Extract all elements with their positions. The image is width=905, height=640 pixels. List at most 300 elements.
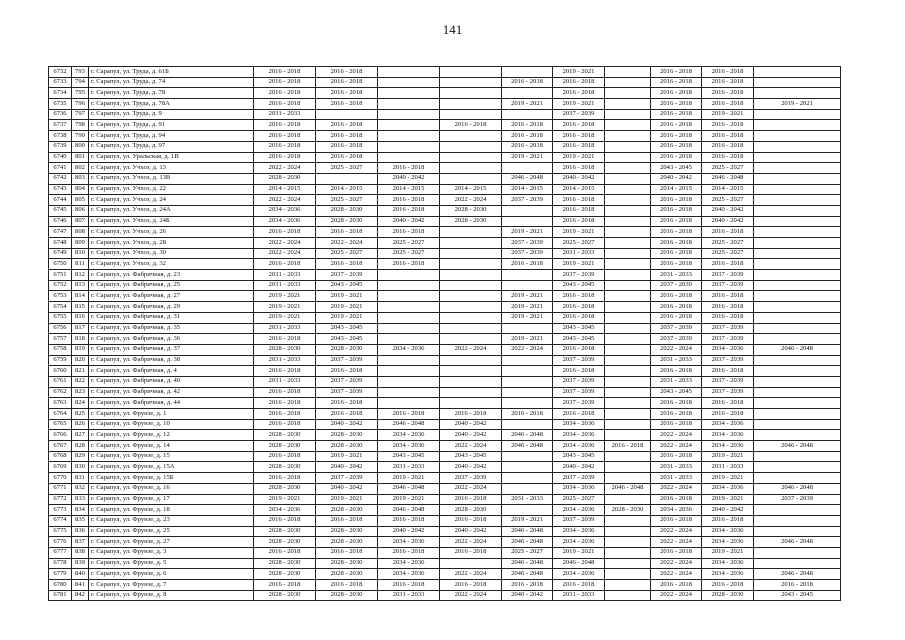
cell-row-index: 6751 — [49, 270, 72, 281]
cell-period-2: 2016 - 2018 — [316, 141, 378, 152]
cell-period-4: 2022 - 2024 — [440, 483, 502, 494]
cell-period-3 — [378, 302, 440, 313]
cell-period-1: 2022 - 2024 — [254, 195, 316, 206]
cell-period-10: 2046 - 2048 — [754, 344, 841, 355]
cell-period-10 — [754, 547, 841, 558]
cell-period-4 — [440, 163, 502, 174]
cell-period-10 — [754, 280, 841, 291]
cell-house-number: 813 — [72, 280, 89, 291]
cell-house-number: 812 — [72, 270, 89, 281]
table-row — [49, 77, 841, 88]
cell-address: г. Сарапул, ул. Фрунзе, д. 14 — [89, 441, 254, 452]
table-row — [49, 99, 841, 110]
cell-period-7 — [605, 291, 651, 302]
cell-period-7: 2046 - 2048 — [605, 483, 651, 494]
cell-period-3 — [378, 88, 440, 99]
cell-period-10 — [754, 312, 841, 323]
cell-period-9: 2034 - 2036 — [702, 344, 754, 355]
cell-period-3 — [378, 398, 440, 409]
cell-period-2: 2016 - 2018 — [316, 580, 378, 591]
cell-period-2: 2040 - 2042 — [316, 419, 378, 430]
cell-row-index: 6768 — [49, 451, 72, 462]
cell-period-1: 2034 - 2036 — [254, 216, 316, 227]
cell-house-number: 825 — [72, 409, 89, 420]
cell-period-2: 2028 - 2030 — [316, 590, 378, 601]
cell-address: г. Сарапул, ул. Фрунзе, д. 6 — [89, 569, 254, 580]
cell-period-1: 2016 - 2018 — [254, 67, 316, 78]
cell-address: г. Сарапул, ул. Труда, д. 94 — [89, 131, 254, 142]
cell-period-7 — [605, 409, 651, 420]
cell-period-10 — [754, 558, 841, 569]
cell-period-10 — [754, 376, 841, 387]
table-row — [49, 205, 841, 216]
cell-period-5 — [502, 505, 553, 516]
cell-house-number: 833 — [72, 494, 89, 505]
cell-period-1: 2031 - 2033 — [254, 376, 316, 387]
cell-period-10 — [754, 366, 841, 377]
cell-row-index: 6779 — [49, 569, 72, 580]
cell-house-number: 820 — [72, 355, 89, 366]
cell-period-1: 2031 - 2033 — [254, 109, 316, 120]
cell-period-9: 2019 - 2021 — [702, 451, 754, 462]
cell-period-10 — [754, 430, 841, 441]
cell-period-2: 2016 - 2018 — [316, 366, 378, 377]
cell-period-9: 2034 - 2036 — [702, 526, 754, 537]
cell-row-index: 6737 — [49, 120, 72, 131]
cell-row-index: 6778 — [49, 558, 72, 569]
cell-house-number: 823 — [72, 387, 89, 398]
cell-address: г. Сарапул, ул. Учхоз, д. 24А — [89, 205, 254, 216]
cell-period-9: 2014 - 2015 — [702, 184, 754, 195]
cell-period-5: 2019 - 2021 — [502, 312, 553, 323]
cell-period-2: 2028 - 2030 — [316, 505, 378, 516]
cell-period-4 — [440, 248, 502, 259]
cell-address: г. Сарапул, ул. Фабричная, д. 38 — [89, 355, 254, 366]
cell-period-9: 2016 - 2018 — [702, 67, 754, 78]
cell-address: г. Сарапул, ул. Учхоз, д. 13 — [89, 163, 254, 174]
cell-period-3 — [378, 334, 440, 345]
cell-house-number: 828 — [72, 441, 89, 452]
cell-period-1: 2022 - 2024 — [254, 238, 316, 249]
cell-period-4: 2016 - 2018 — [440, 409, 502, 420]
cell-period-4: 2022 - 2024 — [440, 195, 502, 206]
table-row — [49, 537, 841, 548]
cell-period-7 — [605, 120, 651, 131]
cell-period-3 — [378, 131, 440, 142]
cell-period-9: 2016 - 2018 — [702, 259, 754, 270]
cell-period-7 — [605, 173, 651, 184]
cell-period-10 — [754, 173, 841, 184]
cell-period-4: 2040 - 2042 — [440, 430, 502, 441]
cell-period-10 — [754, 163, 841, 174]
cell-address: г. Сарапул, ул. Фрунзе, д. 18 — [89, 505, 254, 516]
cell-period-6: 2016 - 2018 — [553, 131, 605, 142]
cell-period-4 — [440, 141, 502, 152]
cell-period-4 — [440, 312, 502, 323]
cell-address: г. Сарапул, ул. Уральская, д. 1В — [89, 152, 254, 163]
cell-period-9: 2019 - 2021 — [702, 473, 754, 484]
cell-period-9: 2016 - 2018 — [702, 515, 754, 526]
cell-period-1: 2016 - 2018 — [254, 120, 316, 131]
cell-period-4 — [440, 131, 502, 142]
cell-period-3: 2031 - 2033 — [378, 590, 440, 601]
cell-period-5: 2014 - 2015 — [502, 184, 553, 195]
cell-period-2: 2028 - 2030 — [316, 430, 378, 441]
cell-period-10 — [754, 216, 841, 227]
cell-period-10 — [754, 451, 841, 462]
cell-period-1: 2031 - 2033 — [254, 323, 316, 334]
cell-period-3: 2034 - 2036 — [378, 569, 440, 580]
cell-period-7 — [605, 323, 651, 334]
cell-period-4 — [440, 173, 502, 184]
cell-period-2: 2016 - 2018 — [316, 67, 378, 78]
cell-period-1: 2022 - 2024 — [254, 248, 316, 259]
cell-period-10 — [754, 409, 841, 420]
table-row — [49, 569, 841, 580]
cell-address: г. Сарапул, ул. Фрунзе, д. 5 — [89, 558, 254, 569]
table-row — [49, 419, 841, 430]
cell-period-2: 2025 - 2027 — [316, 163, 378, 174]
cell-period-9: 2034 - 2036 — [702, 483, 754, 494]
cell-address: г. Сарапул, ул. Фрунзе, д. 10 — [89, 419, 254, 430]
cell-period-6: 2034 - 2036 — [553, 569, 605, 580]
cell-period-5: 2037 - 2039 — [502, 238, 553, 249]
cell-period-3: 2016 - 2018 — [378, 205, 440, 216]
cell-period-4 — [440, 152, 502, 163]
cell-address: г. Сарапул, ул. Фрунзе, д. 15А — [89, 462, 254, 473]
cell-row-index: 6775 — [49, 526, 72, 537]
cell-period-10 — [754, 473, 841, 484]
cell-period-4: 2016 - 2018 — [440, 580, 502, 591]
cell-period-6: 2043 - 2045 — [553, 280, 605, 291]
cell-period-3 — [378, 376, 440, 387]
table-row — [49, 494, 841, 505]
cell-period-3 — [378, 312, 440, 323]
cell-period-7 — [605, 184, 651, 195]
cell-period-2 — [316, 173, 378, 184]
cell-period-6: 2016 - 2018 — [553, 366, 605, 377]
cell-period-3 — [378, 152, 440, 163]
cell-period-1: 2028 - 2030 — [254, 526, 316, 537]
cell-period-1: 2016 - 2018 — [254, 451, 316, 462]
table-row — [49, 248, 841, 259]
cell-period-6: 2034 - 2036 — [553, 419, 605, 430]
cell-period-6: 2037 - 2039 — [553, 387, 605, 398]
cell-house-number: 840 — [72, 569, 89, 580]
table-row — [49, 344, 841, 355]
cell-period-5: 2025 - 2027 — [502, 547, 553, 558]
cell-address: г. Сарапул, ул. Фабричная, д. 25 — [89, 280, 254, 291]
cell-period-6: 2043 - 2045 — [553, 451, 605, 462]
table-row — [49, 291, 841, 302]
cell-period-8: 2016 - 2018 — [651, 152, 702, 163]
table-row — [49, 120, 841, 131]
cell-row-index: 6747 — [49, 227, 72, 238]
cell-period-7 — [605, 131, 651, 142]
cell-row-index: 6767 — [49, 441, 72, 452]
cell-period-4 — [440, 366, 502, 377]
cell-row-index: 6754 — [49, 302, 72, 313]
cell-period-10 — [754, 195, 841, 206]
cell-row-index: 6760 — [49, 366, 72, 377]
cell-period-10 — [754, 505, 841, 516]
cell-house-number: 797 — [72, 109, 89, 120]
cell-period-2: 2028 - 2030 — [316, 205, 378, 216]
cell-period-9: 2037 - 2039 — [702, 376, 754, 387]
cell-address: г. Сарапул, ул. Учхоз, д. 13В — [89, 173, 254, 184]
cell-house-number: 807 — [72, 216, 89, 227]
cell-house-number: 821 — [72, 366, 89, 377]
cell-period-8: 2016 - 2018 — [651, 291, 702, 302]
cell-house-number: 804 — [72, 184, 89, 195]
cell-period-5: 2019 - 2021 — [502, 334, 553, 345]
cell-period-8: 2031 - 2033 — [651, 355, 702, 366]
cell-row-index: 6736 — [49, 109, 72, 120]
cell-period-5 — [502, 473, 553, 484]
table-row — [49, 259, 841, 270]
cell-address: г. Сарапул, ул. Фрунзе, д. 12 — [89, 430, 254, 441]
cell-period-1: 2028 - 2030 — [254, 537, 316, 548]
cell-row-index: 6756 — [49, 323, 72, 334]
cell-period-3 — [378, 109, 440, 120]
cell-period-8: 2016 - 2018 — [651, 312, 702, 323]
cell-period-6: 2016 - 2018 — [553, 120, 605, 131]
cell-period-7 — [605, 558, 651, 569]
cell-row-index: 6769 — [49, 462, 72, 473]
cell-period-5 — [502, 280, 553, 291]
cell-period-6: 2019 - 2021 — [553, 259, 605, 270]
cell-period-1: 2016 - 2018 — [254, 366, 316, 377]
cell-period-3: 2040 - 2042 — [378, 526, 440, 537]
cell-period-1: 2016 - 2018 — [254, 387, 316, 398]
cell-period-2: 2016 - 2018 — [316, 259, 378, 270]
table-row — [49, 376, 841, 387]
cell-period-9: 2019 - 2021 — [702, 547, 754, 558]
cell-period-2: 2016 - 2018 — [316, 99, 378, 110]
cell-row-index: 6770 — [49, 473, 72, 484]
cell-period-10 — [754, 184, 841, 195]
table-row — [49, 216, 841, 227]
cell-period-3: 2040 - 2042 — [378, 173, 440, 184]
cell-row-index: 6743 — [49, 184, 72, 195]
cell-period-5 — [502, 109, 553, 120]
cell-period-2: 2016 - 2018 — [316, 131, 378, 142]
table-row — [49, 334, 841, 345]
table-row — [49, 409, 841, 420]
cell-period-2: 2016 - 2018 — [316, 120, 378, 131]
cell-period-2: 2028 - 2030 — [316, 344, 378, 355]
cell-house-number: 819 — [72, 344, 89, 355]
cell-period-1: 2014 - 2015 — [254, 184, 316, 195]
cell-period-8: 2016 - 2018 — [651, 580, 702, 591]
cell-row-index: 6734 — [49, 88, 72, 99]
cell-period-4 — [440, 259, 502, 270]
cell-period-8: 2037 - 2039 — [651, 280, 702, 291]
cell-period-4: 2022 - 2024 — [440, 590, 502, 601]
cell-period-5 — [502, 323, 553, 334]
cell-period-1: 2016 - 2018 — [254, 259, 316, 270]
cell-period-8: 2031 - 2033 — [651, 376, 702, 387]
cell-period-7 — [605, 302, 651, 313]
cell-period-3: 2016 - 2018 — [378, 259, 440, 270]
cell-period-4: 2016 - 2018 — [440, 515, 502, 526]
cell-period-1: 2031 - 2033 — [254, 355, 316, 366]
cell-period-1: 2019 - 2021 — [254, 494, 316, 505]
cell-period-4: 2022 - 2024 — [440, 569, 502, 580]
cell-period-1: 2019 - 2021 — [254, 302, 316, 313]
cell-period-3: 2025 - 2027 — [378, 248, 440, 259]
cell-house-number: 837 — [72, 537, 89, 548]
cell-period-5: 2040 - 2042 — [502, 590, 553, 601]
cell-period-9: 2016 - 2018 — [702, 88, 754, 99]
cell-house-number: 842 — [72, 590, 89, 601]
cell-period-7 — [605, 376, 651, 387]
table-row — [49, 270, 841, 281]
cell-period-2: 2043 - 2045 — [316, 323, 378, 334]
cell-house-number: 817 — [72, 323, 89, 334]
cell-period-10: 2046 - 2048 — [754, 569, 841, 580]
cell-period-5 — [502, 205, 553, 216]
cell-house-number: 832 — [72, 483, 89, 494]
cell-period-7 — [605, 451, 651, 462]
cell-row-index: 6776 — [49, 537, 72, 548]
cell-period-5: 2016 - 2018 — [502, 259, 553, 270]
cell-period-1: 2028 - 2030 — [254, 344, 316, 355]
cell-period-10 — [754, 323, 841, 334]
cell-house-number: 799 — [72, 131, 89, 142]
cell-address: г. Сарапул, ул. Фрунзе, д. 16 — [89, 483, 254, 494]
cell-period-6: 2037 - 2039 — [553, 473, 605, 484]
cell-period-6: 2034 - 2036 — [553, 430, 605, 441]
cell-period-7 — [605, 344, 651, 355]
cell-period-1: 2016 - 2018 — [254, 88, 316, 99]
cell-period-2: 2016 - 2018 — [316, 398, 378, 409]
cell-period-7 — [605, 398, 651, 409]
cell-period-7 — [605, 270, 651, 281]
cell-period-9: 2016 - 2018 — [702, 227, 754, 238]
cell-period-4: 2022 - 2024 — [440, 344, 502, 355]
cell-period-4 — [440, 376, 502, 387]
table-row — [49, 173, 841, 184]
cell-period-5: 2016 - 2018 — [502, 409, 553, 420]
cell-period-8: 2016 - 2018 — [651, 88, 702, 99]
cell-house-number: 798 — [72, 120, 89, 131]
cell-period-4: 2016 - 2018 — [440, 120, 502, 131]
cell-period-10 — [754, 227, 841, 238]
cell-period-8: 2016 - 2018 — [651, 302, 702, 313]
cell-period-8: 2040 - 2042 — [651, 173, 702, 184]
table-row — [49, 526, 841, 537]
cell-period-5: 2037 - 2039 — [502, 195, 553, 206]
cell-period-4: 2022 - 2024 — [440, 537, 502, 548]
cell-period-7 — [605, 494, 651, 505]
table-row — [49, 131, 841, 142]
cell-period-2: 2040 - 2042 — [316, 483, 378, 494]
cell-period-4 — [440, 109, 502, 120]
cell-period-6: 2016 - 2018 — [553, 291, 605, 302]
cell-period-8: 2016 - 2018 — [651, 120, 702, 131]
cell-period-4 — [440, 302, 502, 313]
cell-period-9: 2040 - 2042 — [702, 216, 754, 227]
cell-house-number: 815 — [72, 302, 89, 313]
cell-row-index: 6780 — [49, 580, 72, 591]
cell-period-8: 2022 - 2024 — [651, 537, 702, 548]
cell-period-4 — [440, 99, 502, 110]
cell-period-5: 2019 - 2021 — [502, 227, 553, 238]
cell-period-10 — [754, 462, 841, 473]
cell-period-8: 2016 - 2018 — [651, 515, 702, 526]
table-row — [49, 67, 841, 78]
cell-period-7 — [605, 141, 651, 152]
cell-period-10 — [754, 526, 841, 537]
cell-period-8: 2016 - 2018 — [651, 141, 702, 152]
cell-period-5 — [502, 483, 553, 494]
cell-house-number: 827 — [72, 430, 89, 441]
cell-period-1: 2016 - 2018 — [254, 515, 316, 526]
table-row — [49, 505, 841, 516]
cell-period-6: 2019 - 2021 — [553, 99, 605, 110]
cell-period-6: 2034 - 2036 — [553, 526, 605, 537]
cell-period-1: 2016 - 2018 — [254, 547, 316, 558]
cell-row-index: 6749 — [49, 248, 72, 259]
table-row — [49, 280, 841, 291]
cell-period-8: 2014 - 2015 — [651, 184, 702, 195]
cell-period-2 — [316, 109, 378, 120]
cell-address: г. Сарапул, ул. Фабричная, д. 44 — [89, 398, 254, 409]
table-row — [49, 141, 841, 152]
cell-period-10 — [754, 141, 841, 152]
cell-period-2: 2028 - 2030 — [316, 569, 378, 580]
cell-period-3: 2034 - 2036 — [378, 430, 440, 441]
cell-period-6: 2034 - 2036 — [553, 441, 605, 452]
cell-period-5 — [502, 419, 553, 430]
cell-address: г. Сарапул, ул. Учхоз, д. 24Б — [89, 216, 254, 227]
cell-period-9: 2034 - 2036 — [702, 430, 754, 441]
cell-period-1: 2028 - 2030 — [254, 569, 316, 580]
cell-period-4: 2014 - 2015 — [440, 184, 502, 195]
cell-period-8: 2016 - 2018 — [651, 67, 702, 78]
cell-period-7: 2028 - 2030 — [605, 505, 651, 516]
cell-row-index: 6774 — [49, 515, 72, 526]
cell-period-8: 2016 - 2018 — [651, 494, 702, 505]
cell-period-7 — [605, 280, 651, 291]
cell-period-2: 2016 - 2018 — [316, 227, 378, 238]
cell-period-4 — [440, 227, 502, 238]
cell-period-7 — [605, 77, 651, 88]
cell-house-number: 796 — [72, 99, 89, 110]
cell-period-8: 2016 - 2018 — [651, 131, 702, 142]
cell-period-1: 2028 - 2030 — [254, 430, 316, 441]
cell-period-2: 2028 - 2030 — [316, 216, 378, 227]
cell-period-2: 2014 - 2015 — [316, 184, 378, 195]
cell-period-2: 2016 - 2018 — [316, 152, 378, 163]
cell-period-6: 2014 - 2015 — [553, 184, 605, 195]
cell-period-8: 2037 - 2039 — [651, 334, 702, 345]
cell-row-index: 6773 — [49, 505, 72, 516]
cell-period-3: 2034 - 2036 — [378, 441, 440, 452]
cell-house-number: 824 — [72, 398, 89, 409]
cell-period-7 — [605, 67, 651, 78]
cell-period-8: 2016 - 2018 — [651, 451, 702, 462]
cell-house-number: 830 — [72, 462, 89, 473]
cell-period-2: 2019 - 2021 — [316, 291, 378, 302]
cell-row-index: 6732 — [49, 67, 72, 78]
cell-period-3 — [378, 77, 440, 88]
cell-period-9: 2034 - 2036 — [702, 441, 754, 452]
cell-period-9: 2016 - 2018 — [702, 152, 754, 163]
cell-period-3: 2014 - 2015 — [378, 184, 440, 195]
cell-period-10 — [754, 270, 841, 281]
